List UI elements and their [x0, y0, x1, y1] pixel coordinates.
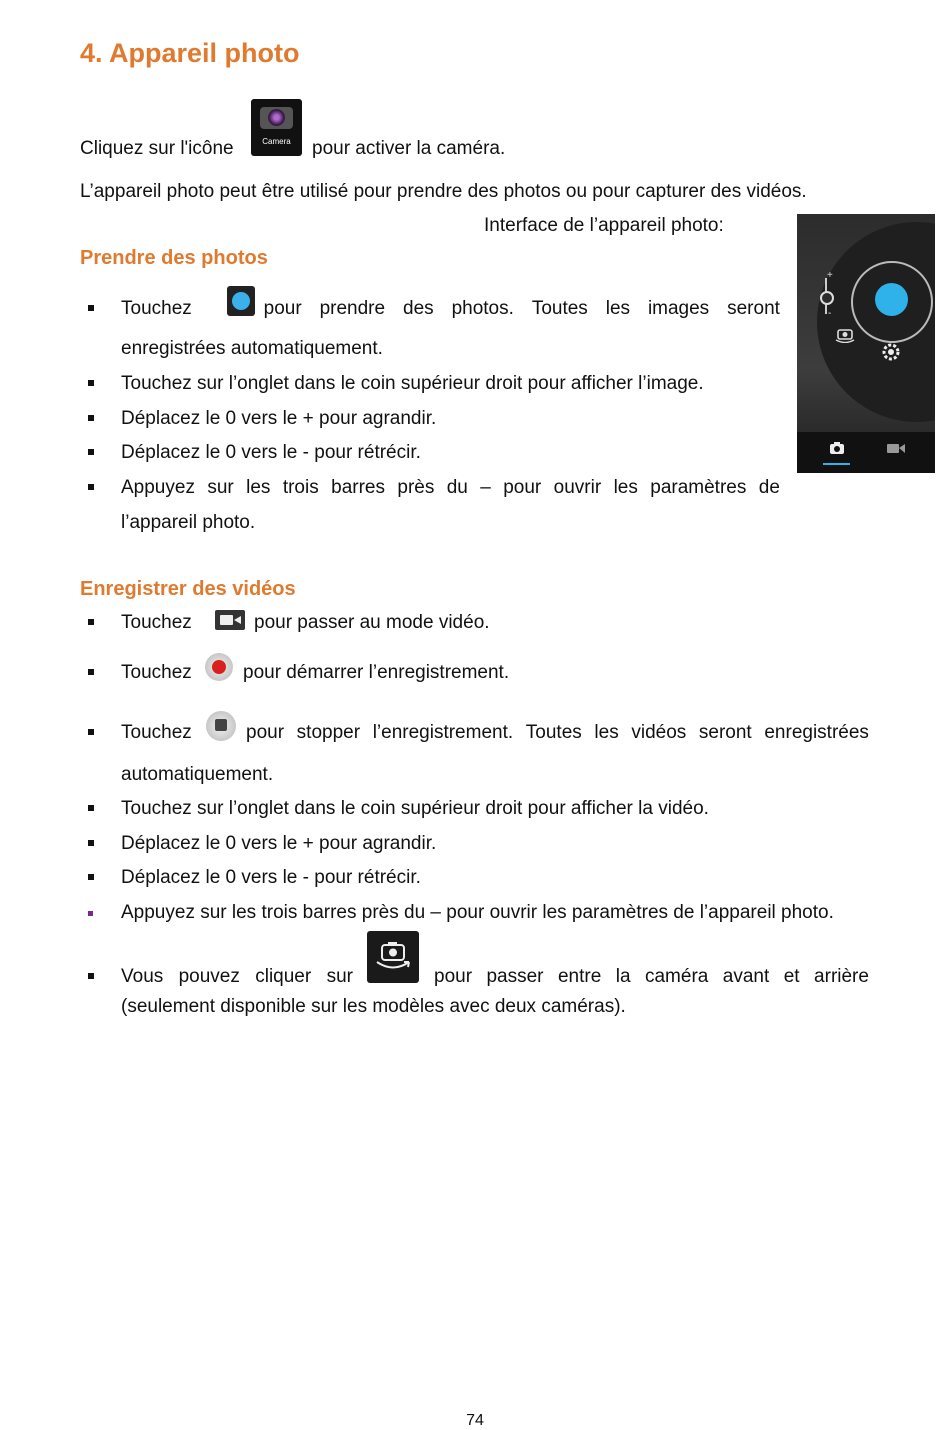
camera-app-icon	[251, 99, 302, 156]
section-heading-videos: Enregistrer des vidéos	[80, 578, 296, 600]
shutter-icon	[227, 286, 255, 316]
settings-gear-icon	[881, 342, 901, 362]
videos-bullet-2-text: pour démarrer l’enregistrement.	[243, 662, 510, 683]
intro-click-text: Cliquez sur l'icône	[80, 138, 234, 159]
videos-bullet-8-line-2: (seulement disponible sur les modèles avec deux caméras).	[121, 996, 626, 1017]
photos-bullet-5-line-2: l’appareil photo.	[121, 512, 256, 533]
videos-bullet-7: Appuyez sur les trois barres près du – pour ouvrir les paramètres de l’appareil photo.	[121, 902, 834, 923]
bullet-marker	[88, 911, 93, 916]
videos-bullet-3-line-1: pour stopper l’enregistrement. Toutes les vidéos seront enregistrées	[246, 722, 869, 743]
bullet-marker	[88, 380, 94, 386]
switch-camera-icon	[367, 931, 419, 983]
section-heading-photos: Prendre des photos	[80, 247, 268, 269]
videos-bullet-8-right: pour passer entre la caméra avant et arrière	[434, 966, 869, 987]
video-tab-icon	[886, 442, 906, 454]
zoom-plus-label: +	[827, 270, 833, 281]
photos-bullet-5-line-1: Appuyez sur les trois barres près du – pour ouvrir les paramètres de	[121, 477, 780, 498]
videos-bullet-1-text: pour passer au mode vidéo.	[254, 612, 490, 633]
active-tab-indicator	[823, 463, 850, 465]
bullet-marker	[88, 305, 94, 311]
videos-bullet-3-touchez: Touchez	[121, 722, 192, 743]
intro-activate-text: pour activer la caméra.	[312, 138, 506, 159]
videos-bullet-8-left: Vous pouvez cliquer sur	[121, 966, 353, 987]
bullet-marker	[88, 415, 94, 421]
videos-bullet-6: Déplacez le 0 vers le - pour rétrécir.	[121, 867, 421, 888]
photos-bullet-1-line-2: enregistrées automatiquement.	[121, 338, 383, 359]
videos-bullet-1-touchez: Touchez	[121, 612, 192, 633]
bullet-marker	[88, 840, 94, 846]
bullet-marker	[88, 729, 94, 735]
video-mode-icon	[215, 610, 245, 630]
videos-bullet-2-touchez: Touchez	[121, 662, 192, 683]
page-title: 4. Appareil photo	[80, 38, 300, 68]
photo-tab-icon	[829, 441, 845, 455]
photos-bullet-3: Déplacez le 0 vers le + pour agrandir.	[121, 408, 437, 429]
photos-bullet-1-line-1: Touchez pour prendre des photos. Toutes les images seront	[121, 298, 780, 319]
intro-usage-text: L’appareil photo peut être utilisé pour prendre des photos ou pour capturer des vidéos.	[80, 181, 807, 202]
camera-app-label: Camera	[262, 137, 291, 146]
zoom-knob-icon	[820, 291, 834, 305]
bullet-marker	[88, 874, 94, 880]
stop-icon	[206, 711, 236, 741]
page-number: 74	[466, 1412, 484, 1429]
shutter-button-icon	[875, 283, 908, 316]
videos-bullet-5: Déplacez le 0 vers le + pour agrandir.	[121, 833, 437, 854]
videos-bullet-3-line-2: automatiquement.	[121, 764, 274, 785]
camera-interface-screenshot	[797, 214, 935, 473]
record-icon	[205, 653, 233, 681]
photos-bullet-2: Touchez sur l’onglet dans le coin supérieur droit pour afficher l’image.	[121, 373, 704, 394]
photos-bullet-4: Déplacez le 0 vers le - pour rétrécir.	[121, 442, 421, 463]
interface-caption: Interface de l’appareil photo:	[484, 215, 724, 236]
bullet-marker	[88, 619, 94, 625]
bullet-marker	[88, 805, 94, 811]
bullet-marker	[88, 484, 94, 490]
switch-camera-small-icon	[834, 327, 856, 343]
bullet-marker	[88, 973, 94, 979]
zoom-minus-label: -	[828, 308, 832, 319]
videos-bullet-4: Touchez sur l’onglet dans le coin supérieur droit pour afficher la vidéo.	[121, 798, 709, 819]
bullet-marker	[88, 669, 94, 675]
bullet-marker	[88, 449, 94, 455]
